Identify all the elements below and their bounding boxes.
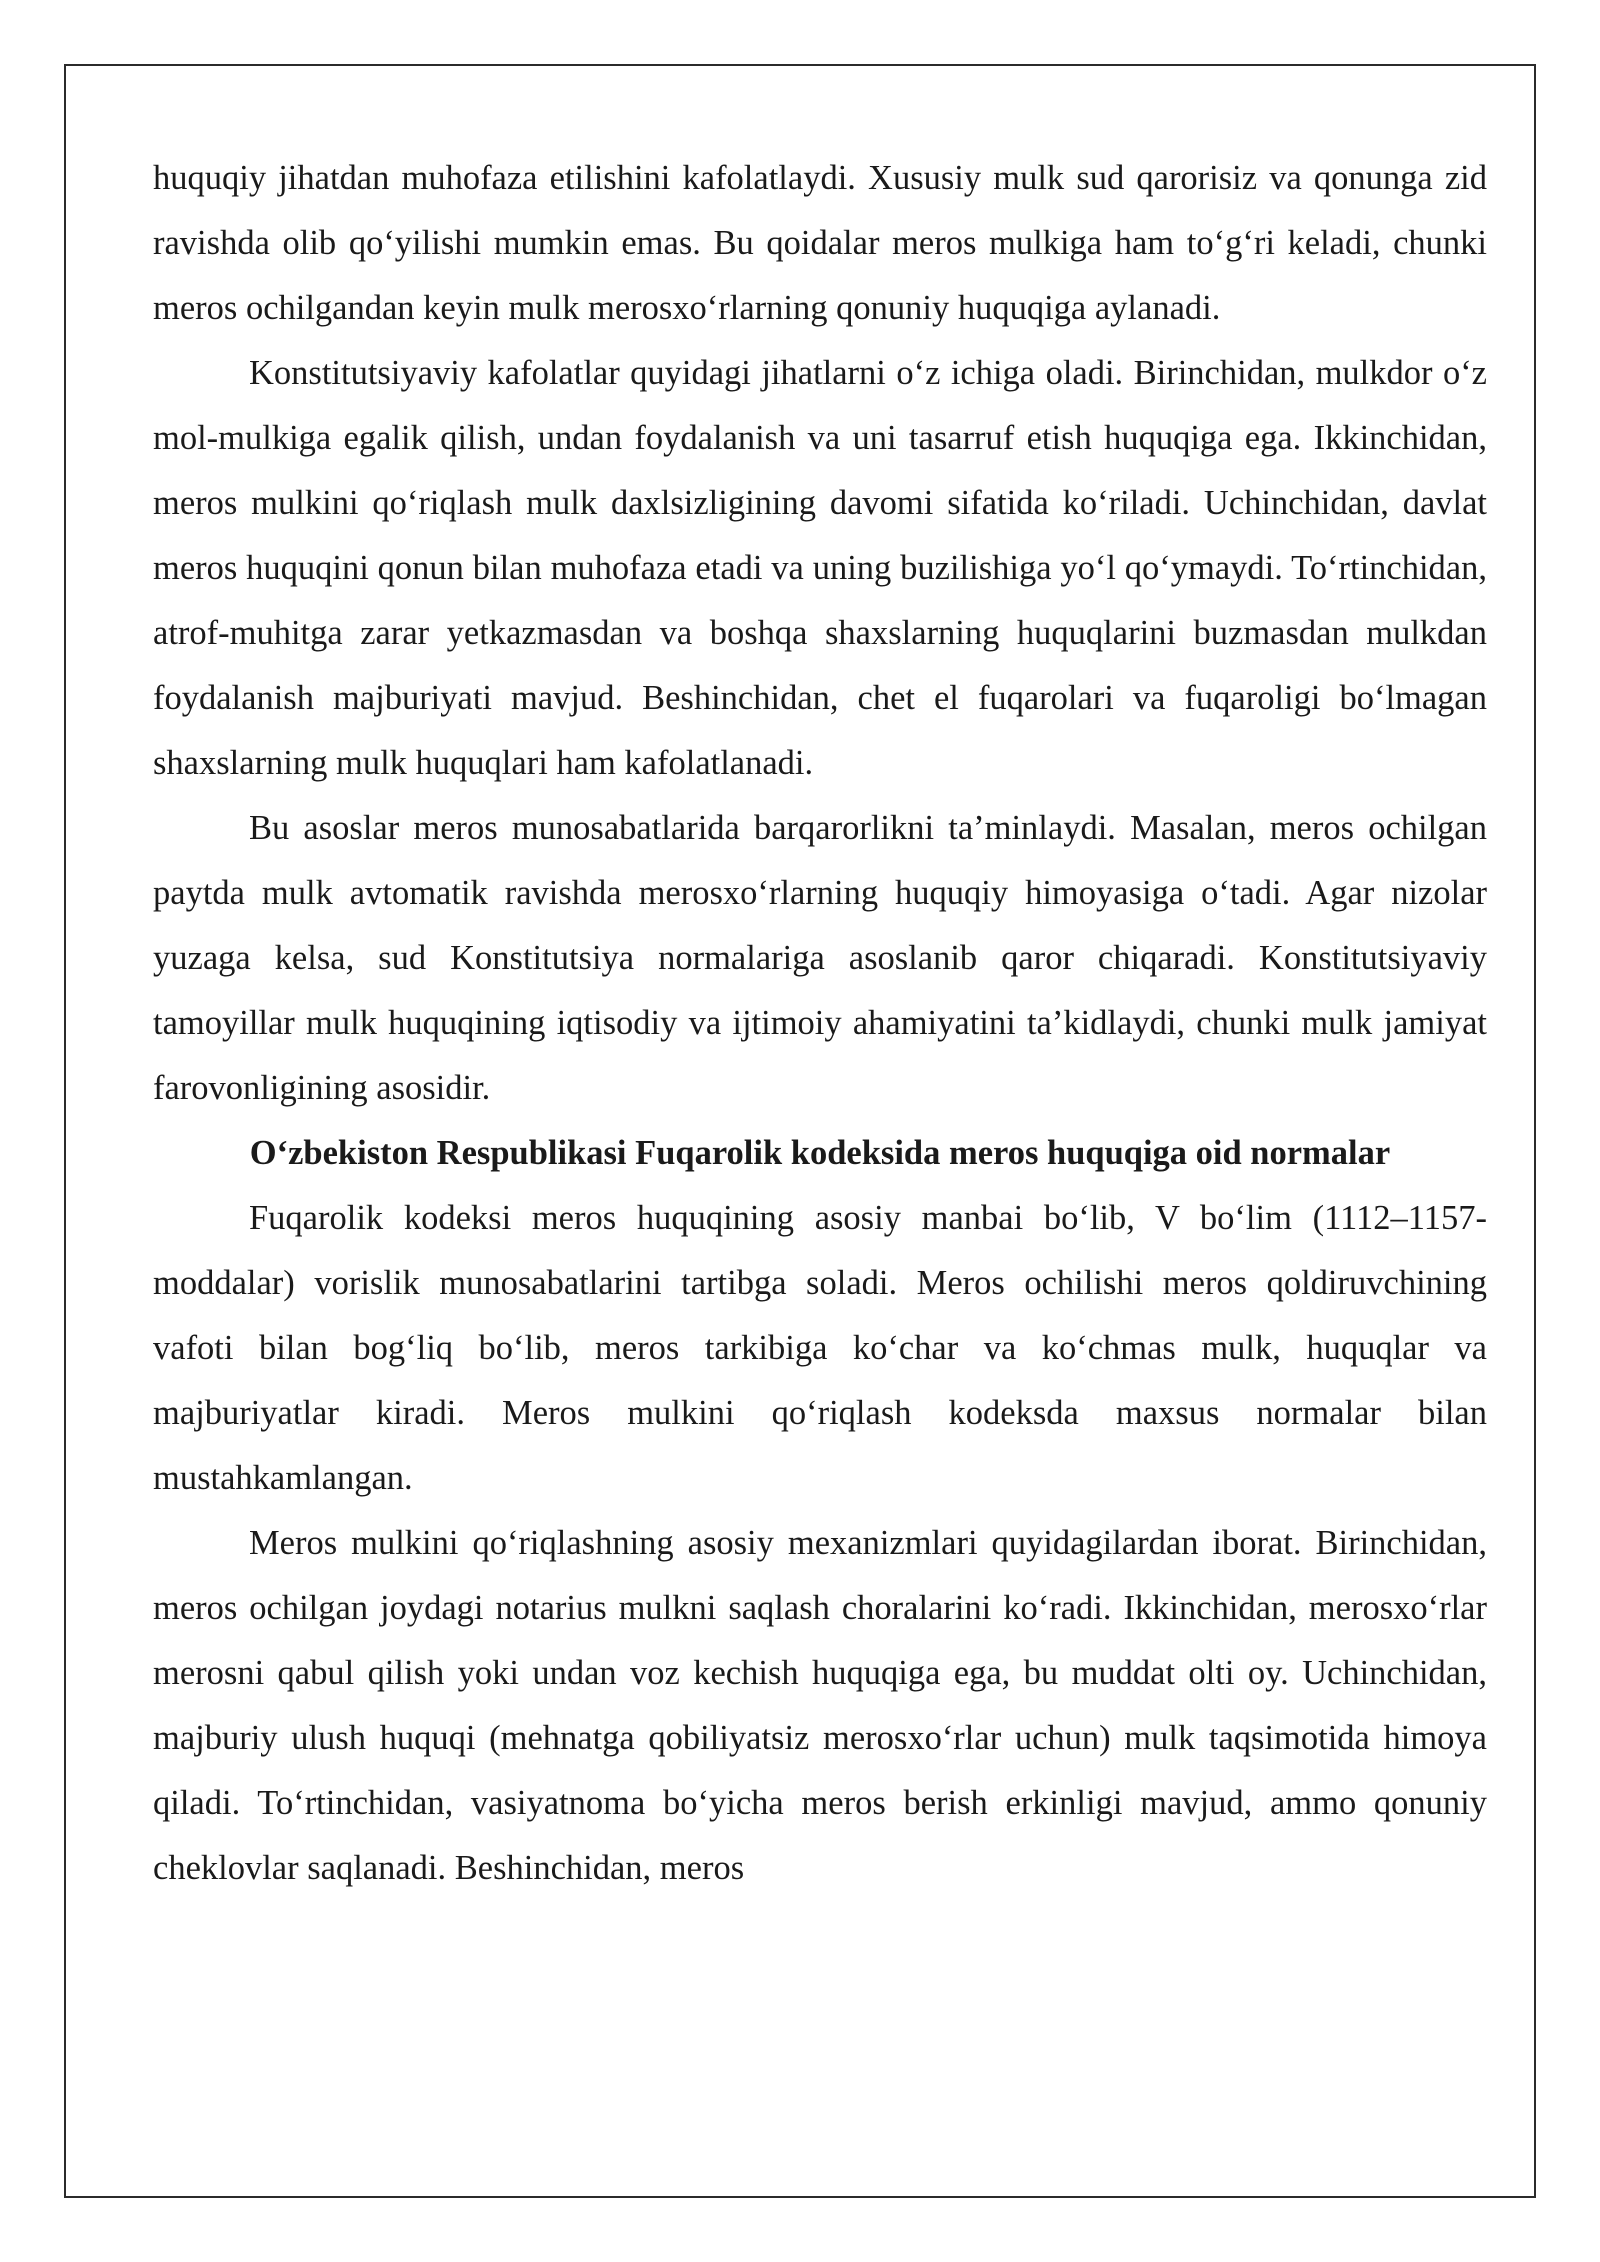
paragraph-constitutional-guarantees: Konstitutsiyaviy kafolatlar quyidagi jihatlarni o‘z ichiga oladi. Birinchidan, mulkdor o‘z mol-mulkiga egalik qilish, undan foydalanish va uni tasarruf etish huquqiga ega. Ikkinchidan, meros mulkini qo‘riqlash mulk daxlsizligining davomi sifatida ko‘riladi. Uchinchidan, davlat meros huquqini qonun bilan muhofaza etadi va uning buzilishiga yo‘l qo‘ymaydi. To‘rtinchidan, atrof-muhitga zarar yetkazmasdan va boshqa shaxslarning huquqlarini buzmasdan mulkdan foydalanish majburiyati mavjud. Beshinchidan, chet el fuqarolari va fuqaroligi bo‘lmagan shaxslarning mulk huquqlari ham kafolatlanadi. bbox=[153, 354, 1487, 782]
paragraph-continuation: huquqiy jihatdan muhofaza etilishini kafolatlaydi. Xususiy mulk sud qarorisiz va qonunga zid ravishda olib qo‘yilishi mumkin emas. Bu qoidalar meros mulkiga ham to‘g‘ri keladi, chunki meros ochilgandan keyin mulk merosxo‘rlarning qonuniy huquqiga aylanadi. bbox=[153, 159, 1487, 327]
paragraph-civil-code: Fuqarolik kodeksi meros huquqining asosiy manbai bo‘lib, V bo‘lim (1112–1157-moddalar) vorislik munosabatlarini tartibga soladi. Meros ochilishi meros qoldiruvchining vafoti bilan bog‘liq bo‘lib, meros tarkibiga ko‘char va ko‘chmas mulk, huquqlar va majburiyatlar kiradi. Meros mulkini qo‘riqlash kodeksda maxsus normalar bilan mustahkamlangan. bbox=[153, 1199, 1487, 1497]
paragraph-protection-mechanisms: Meros mulkini qo‘riqlashning asosiy mexanizmlari quyidagilardan iborat. Birinchidan, meros ochilgan joydagi notarius mulkni saqlash choralarini ko‘radi. Ikkinchidan, merosxo‘rlar merosni qabul qilish yoki undan voz kechish huquqiga ega, bu muddat olti oy. Uchinchidan, majburiy ulush huquqi (mehnatga qobiliyatsiz merosxo‘rlar uchun) mulk taqsimotida himoya qiladi. To‘rtinchidan, vasiyatnoma bo‘yicha meros berish erkinligi mavjud, ammo qonuniy cheklovlar saqlanadi. Beshinchidan, meros bbox=[153, 1524, 1487, 1887]
section-heading: O‘zbekiston Respublikasi Fuqarolik kodeksida meros huquqiga oid normalar bbox=[249, 1134, 1391, 1172]
paragraph-stability: Bu asoslar meros munosabatlarida barqarorlikni ta’minlaydi. Masalan, meros ochilgan paytda mulk avtomatik ravishda merosxo‘rlarning huquqiy himoyasiga o‘tadi. Agar nizolar yuzaga kelsa, sud Konstitutsiya normalariga asoslanib qaror chiqaradi. Konstitutsiyaviy tamoyillar mulk huquqining iqtisodiy va ijtimoiy ahamiyatini ta’kidlaydi, chunki mulk jamiyat farovonligining asosidir. bbox=[153, 809, 1487, 1107]
document-body bbox=[153, 146, 1487, 1901]
